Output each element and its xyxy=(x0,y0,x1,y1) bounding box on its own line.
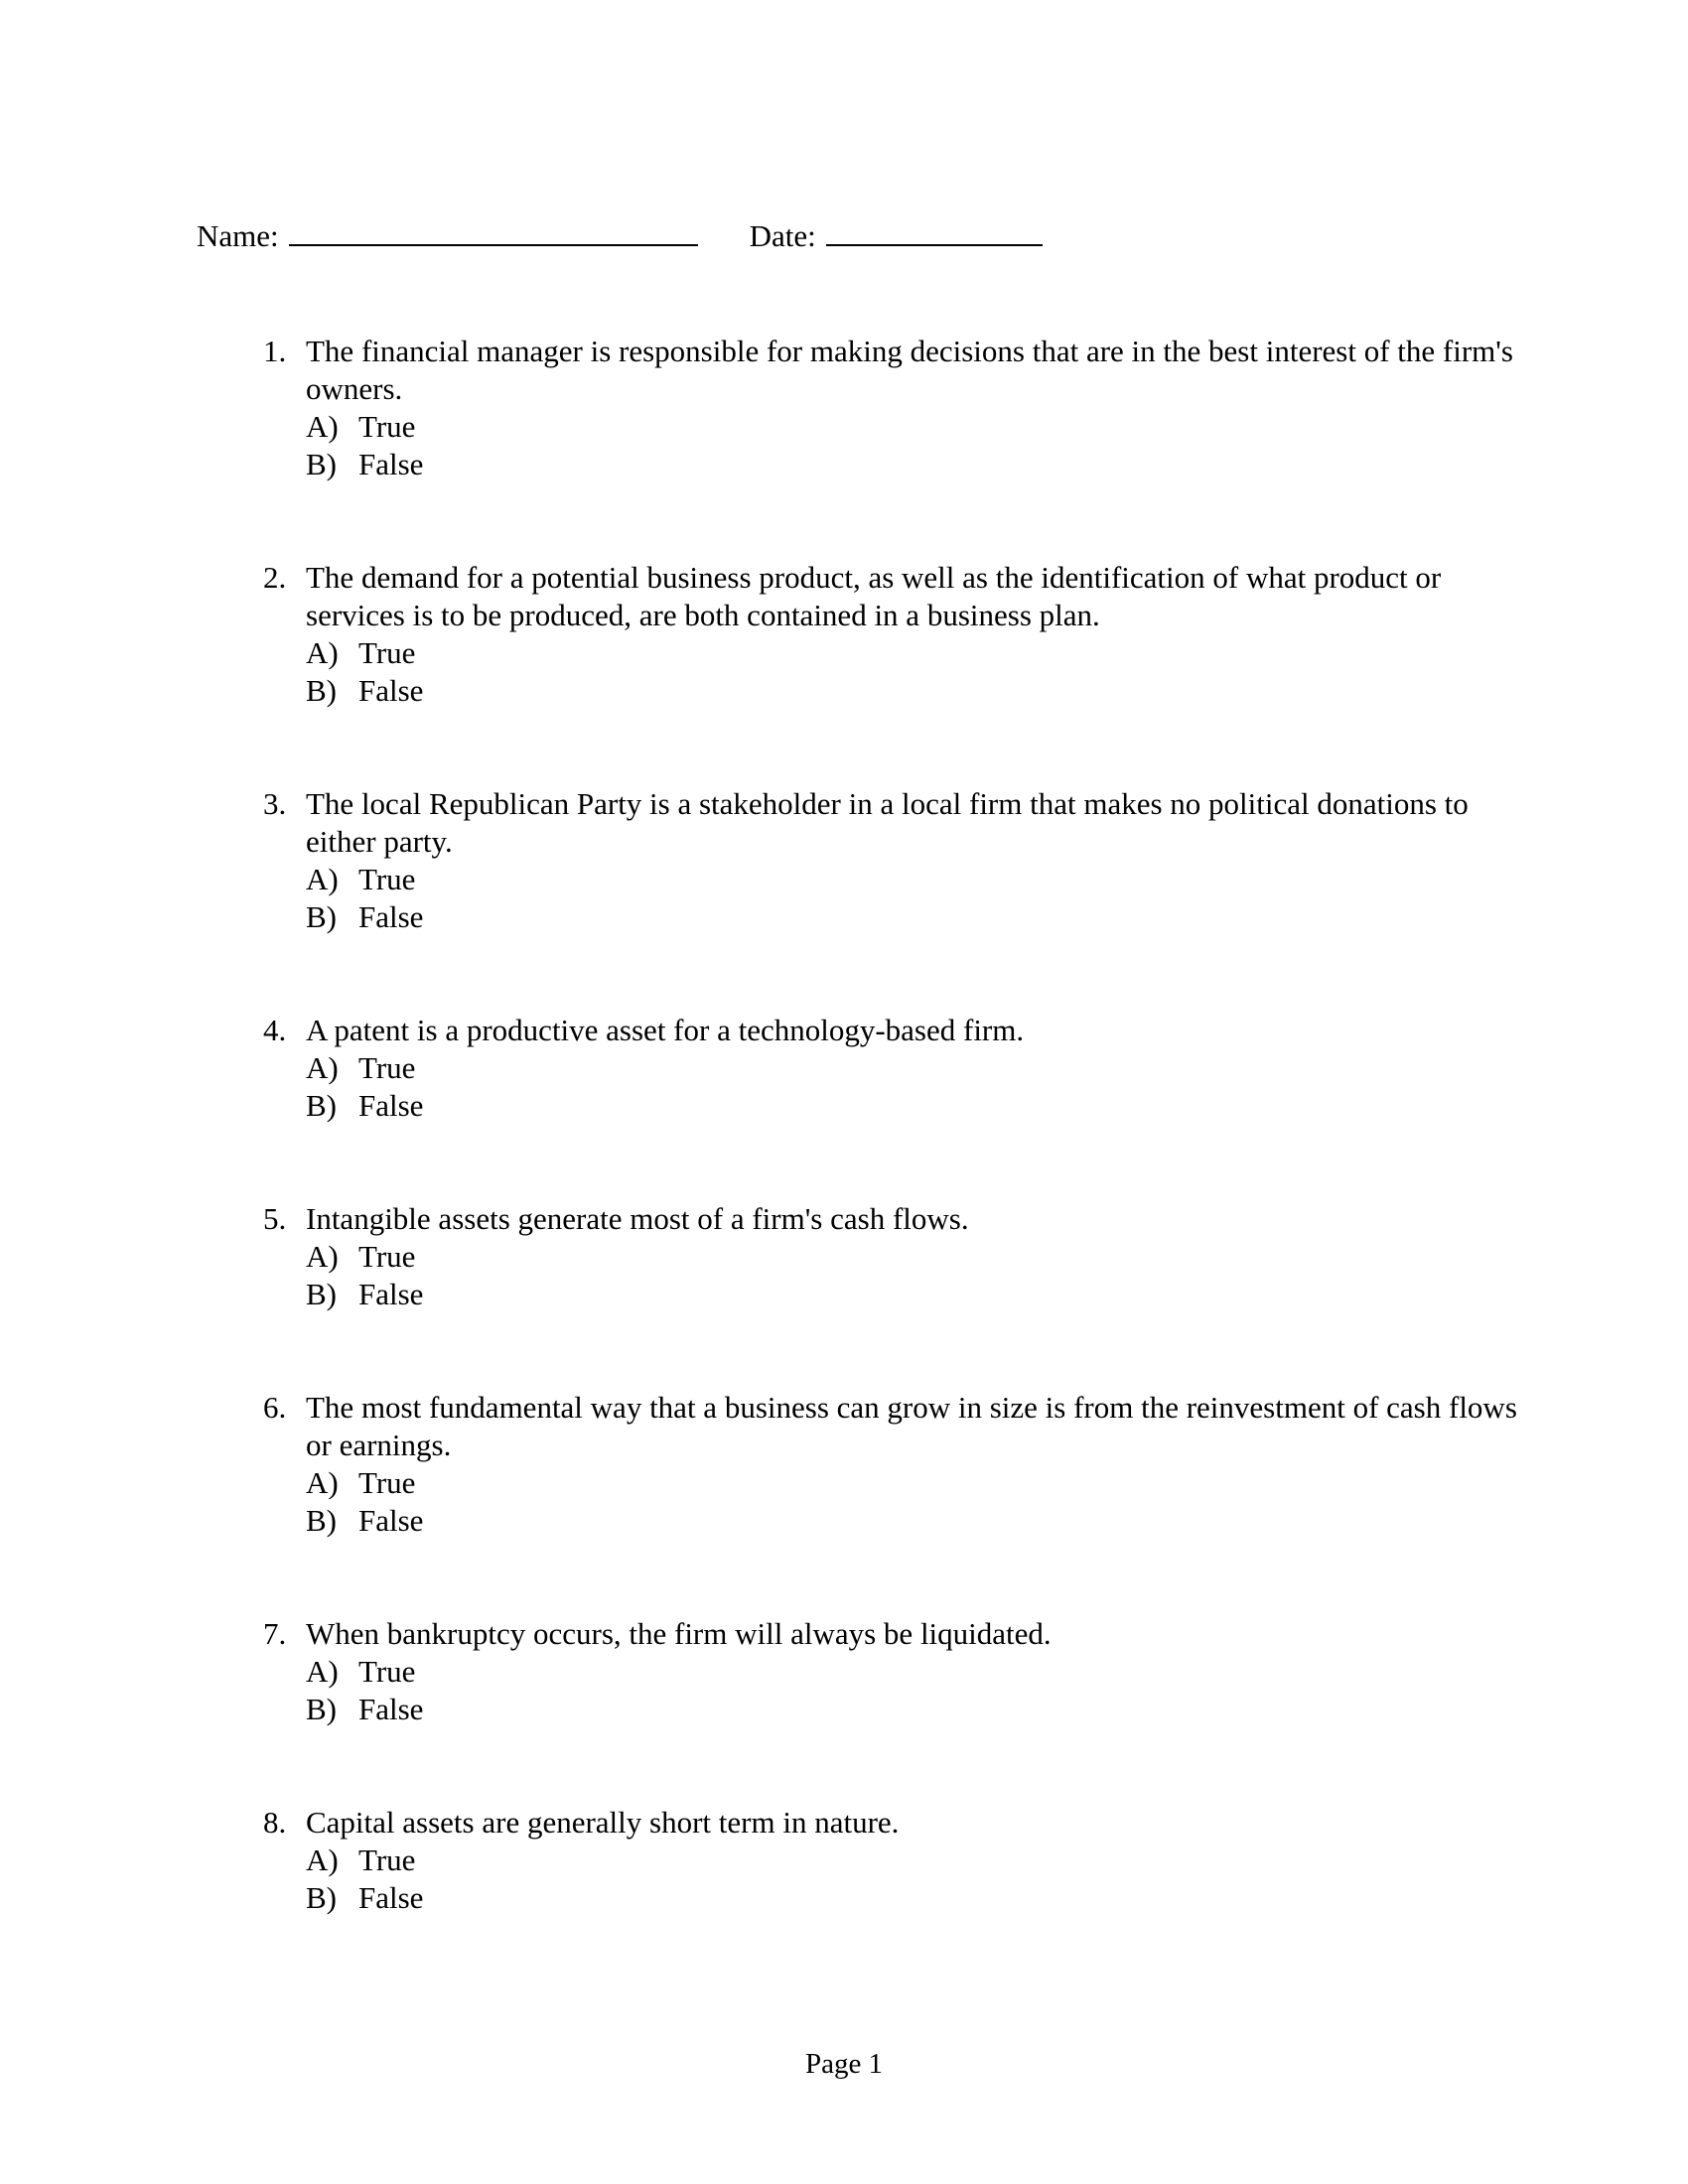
question-6 xyxy=(263,1389,1517,1540)
question-text: When bankruptcy occurs, the firm will always be liquidated. xyxy=(306,1616,1052,1651)
question-8-option-a xyxy=(306,1842,1517,1879)
question-text: Intangible assets generate most of a firm's cash flows. xyxy=(306,1201,969,1236)
question-2-option-a xyxy=(306,634,1517,672)
question-2 xyxy=(263,559,1517,710)
option-letter: A) xyxy=(306,1465,339,1500)
date-label: Date: xyxy=(749,218,816,253)
option-letter: B) xyxy=(306,899,337,934)
option-label: False xyxy=(358,1692,424,1726)
option-label: False xyxy=(358,1088,424,1123)
option-label: True xyxy=(358,1050,416,1085)
option-letter: B) xyxy=(306,1088,337,1123)
name-date-row xyxy=(197,210,1517,255)
option-letter: B) xyxy=(306,1880,337,1915)
option-label: False xyxy=(358,1277,424,1311)
question-body xyxy=(306,1200,1517,1313)
question-body xyxy=(306,1804,1517,1917)
question-body xyxy=(306,785,1517,936)
question-number: 2. xyxy=(263,560,287,595)
question-3 xyxy=(263,785,1517,936)
option-letter: B) xyxy=(306,447,337,481)
question-1-option-a xyxy=(306,408,1517,446)
option-letter: A) xyxy=(306,1654,339,1689)
option-label: True xyxy=(358,1239,416,1274)
question-number: 3. xyxy=(263,786,287,821)
question-8 xyxy=(263,1804,1517,1917)
question-1 xyxy=(263,333,1517,483)
question-5-option-b xyxy=(306,1276,1517,1313)
question-6-option-b xyxy=(306,1502,1517,1540)
question-4-option-a xyxy=(306,1049,1517,1087)
question-text: The local Republican Party is a stakeholder in a local firm that makes no political donations to either party. xyxy=(306,786,1469,859)
question-7-option-b xyxy=(306,1691,1517,1728)
option-label: True xyxy=(358,1465,416,1500)
question-3-option-a xyxy=(306,861,1517,898)
option-label: False xyxy=(358,673,424,708)
question-text: A patent is a productive asset for a technology-based firm. xyxy=(306,1013,1025,1047)
question-4-option-b xyxy=(306,1087,1517,1125)
option-letter: B) xyxy=(306,1692,337,1726)
option-label: True xyxy=(358,635,416,670)
question-2-option-b xyxy=(306,672,1517,710)
question-body xyxy=(306,1389,1517,1540)
question-number: 5. xyxy=(263,1201,287,1236)
question-number: 4. xyxy=(263,1013,287,1047)
question-1-option-b xyxy=(306,446,1517,483)
name-blank xyxy=(289,210,698,246)
question-body xyxy=(306,1012,1517,1125)
option-label: True xyxy=(358,1843,416,1877)
question-list xyxy=(263,333,1517,1917)
option-label: True xyxy=(358,1654,416,1689)
question-text: Capital assets are generally short term in nature. xyxy=(306,1805,900,1840)
option-letter: A) xyxy=(306,1050,339,1085)
question-text: The most fundamental way that a business can grow in size is from the reinvestment of cash flows or earnings. xyxy=(306,1390,1517,1462)
question-3-option-b xyxy=(306,898,1517,936)
page-content xyxy=(197,210,1517,1992)
option-letter: B) xyxy=(306,673,337,708)
option-label: True xyxy=(358,862,416,896)
question-number: 1. xyxy=(263,334,287,368)
question-body xyxy=(306,559,1517,710)
name-label: Name: xyxy=(197,218,279,253)
question-number: 8. xyxy=(263,1805,287,1840)
option-label: False xyxy=(358,1503,424,1538)
question-number: 6. xyxy=(263,1390,287,1425)
date-blank xyxy=(826,210,1043,246)
option-label: False xyxy=(358,447,424,481)
option-letter: A) xyxy=(306,1239,339,1274)
question-5 xyxy=(263,1200,1517,1313)
option-letter: A) xyxy=(306,409,339,444)
question-body xyxy=(306,333,1517,483)
question-4 xyxy=(263,1012,1517,1125)
question-8-option-b xyxy=(306,1879,1517,1917)
option-label: False xyxy=(358,1880,424,1915)
question-6-option-a xyxy=(306,1464,1517,1502)
question-text: The financial manager is responsible for making decisions that are in the best interest of the firm's owners. xyxy=(306,334,1513,406)
option-letter: A) xyxy=(306,635,339,670)
question-7-option-a xyxy=(306,1653,1517,1691)
option-letter: A) xyxy=(306,862,339,896)
question-number: 7. xyxy=(263,1616,287,1651)
option-letter: B) xyxy=(306,1503,337,1538)
question-body xyxy=(306,1615,1517,1728)
page-number-footer: Page 1 xyxy=(804,2048,884,2080)
question-7 xyxy=(263,1615,1517,1728)
option-label: True xyxy=(358,409,416,444)
option-label: False xyxy=(358,899,424,934)
option-letter: A) xyxy=(306,1843,339,1877)
question-5-option-a xyxy=(306,1238,1517,1276)
question-text: The demand for a potential business product, as well as the identification of what product or services is to be produced, are both contained in a business plan. xyxy=(306,560,1442,632)
option-letter: B) xyxy=(306,1277,337,1311)
